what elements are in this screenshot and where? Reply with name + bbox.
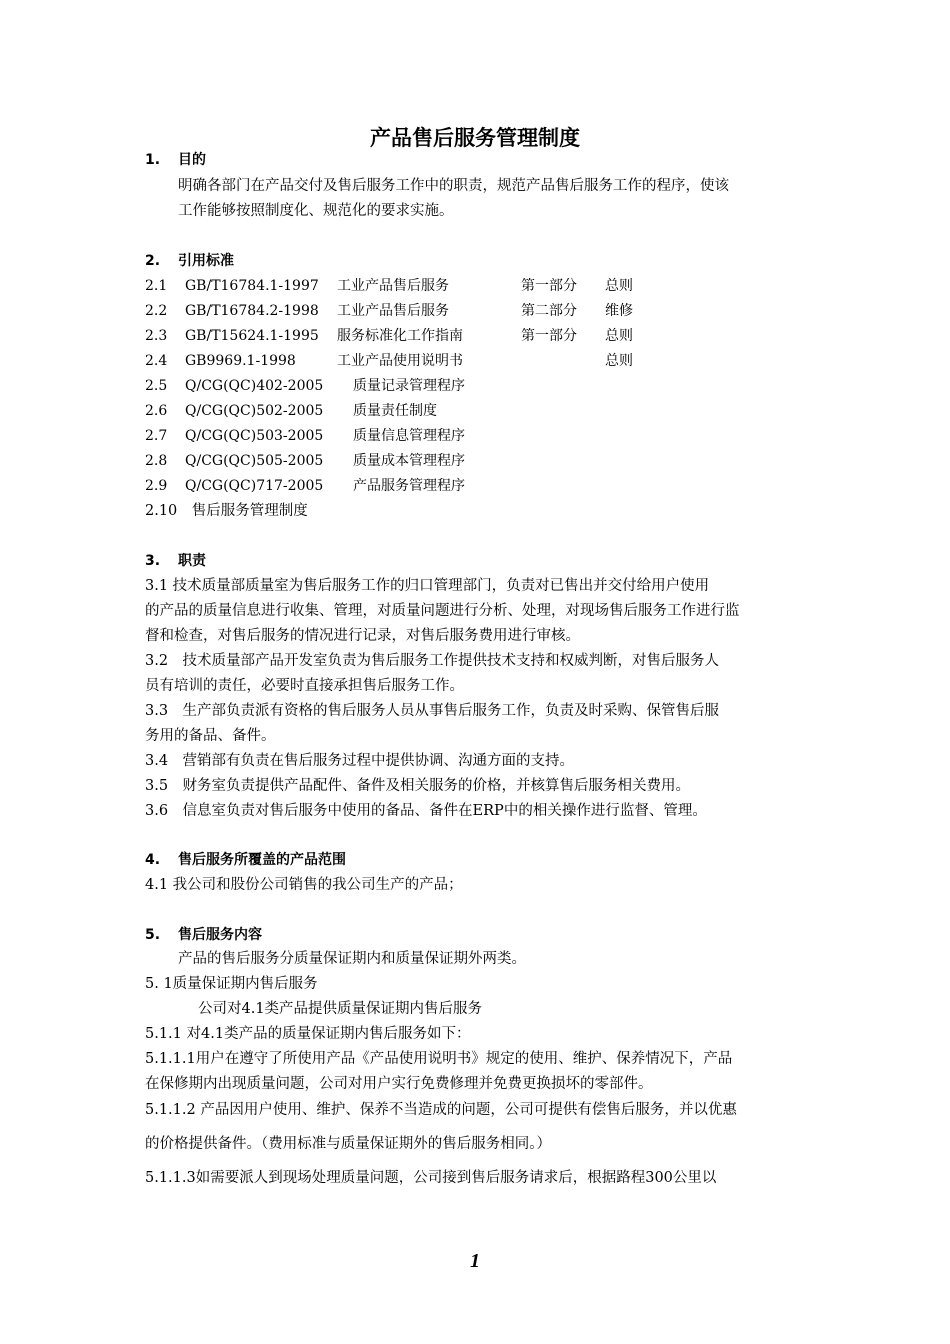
paragraph-line: 3.6 信息室负责对售后服务中使用的备品、备件在ERP中的相关操作进行监督、管理。 [145,803,707,819]
ref-number: 2.1 [145,278,168,294]
ref-number: 2.9 [145,478,168,494]
section-number: 3. [145,553,161,569]
paragraph-line: 5.1.1 对4.1类产品的质量保证期内售后服务如下： [145,1026,471,1042]
section-number: 2. [145,253,161,269]
subsection-heading: 5. 1质量保证期内售后服务 [145,976,318,992]
section-5-heading [145,925,262,945]
ref-sub: 总则 [605,353,633,369]
section-3-heading [145,551,206,571]
paragraph-line: 的价格提供备件。（费用标准与质量保证期外的售后服务相同。） [145,1136,551,1152]
ref-sub: 总则 [605,278,633,294]
paragraph-line: 产品的售后服务分质量保证期内和质量保证期外两类。 [178,951,526,967]
ref-name: 质量成本管理程序 [353,453,465,469]
ref-number: 2.5 [145,378,168,394]
ref-name: 工业产品使用说明书 [337,353,463,369]
ref-code: Q/CG(QC)505-2005 [185,453,324,469]
ref-name: 工业产品售后服务 [337,303,449,319]
section-title: 售后服务所覆盖的产品范围 [178,852,346,868]
paragraph-line: 公司对4.1类产品提供质量保证期内售后服务 [198,1001,483,1017]
ref-number: 2.2 [145,303,168,319]
paragraph-line: 4.1 我公司和股份公司销售的我公司生产的产品； [145,877,463,893]
paragraph-line: 3.2 技术质量部产品开发室负责为售后服务工作提供技术支持和权威判断，对售后服务人 [145,653,720,669]
ref-number: 2.4 [145,353,168,369]
paragraph-line: 工作能够按照制度化、规范化的要求实施。 [178,203,454,219]
ref-number: 2.6 [145,403,168,419]
paragraph-line: 5.1.1.1用户在遵守了所使用产品《产品使用说明书》规定的使用、维护、保养情况下，产品 [145,1051,733,1067]
section-title: 引用标准 [178,253,234,269]
ref-name: 服务标准化工作指南 [337,328,463,344]
ref-part: 第二部分 [521,303,577,319]
page-number: 1 [470,1250,480,1272]
ref-part: 第一部分 [521,278,577,294]
paragraph-line: 务用的备品、备件。 [145,728,276,744]
section-number: 5. [145,927,161,943]
paragraph-line: 3.3 生产部负责派有资格的售后服务人员从事售后服务工作，负责及时采购、保管售后服 [145,703,720,719]
ref-code: Q/CG(QC)717-2005 [185,478,324,494]
ref-part: 第一部分 [521,328,577,344]
ref-number: 2.8 [145,453,168,469]
ref-name: 产品服务管理程序 [353,478,465,494]
paragraph-line: 3.1 技术质量部质量室为售后服务工作的归口管理部门，负责对已售出并交付给用户使用 [145,578,710,594]
ref-number: 2.3 [145,328,168,344]
ref-sub: 总则 [605,328,633,344]
paragraph-line: 3.4 营销部有负责在售后服务过程中提供协调、沟通方面的支持。 [145,753,575,769]
ref-name: 工业产品售后服务 [337,278,449,294]
paragraph-line: 3.5 财务室负责提供产品配件、备件及相关服务的价格，并核算售后服务相关费用。 [145,778,691,794]
ref-code: GB/T16784.1-1997 [185,278,319,294]
section-4-heading [145,850,346,870]
paragraph-line: 明确各部门在产品交付及售后服务工作中的职责，规范产品售后服务工作的程序，使该 [178,178,729,194]
paragraph-line: 5.1.1.3如需要派人到现场处理质量问题，公司接到售后服务请求后，根据路程300公里以 [145,1170,717,1186]
section-1-heading [145,150,206,170]
ref-code: GB9969.1-1998 [185,353,296,369]
ref-name: 质量责任制度 [353,403,437,419]
section-title: 目的 [178,152,206,168]
section-number: 4. [145,852,161,868]
ref-code: Q/CG(QC)503-2005 [185,428,324,444]
section-title: 售后服务内容 [178,927,262,943]
paragraph-line: 5.1.1.2 产品因用户使用、维护、保养不当造成的问题，公司可提供有偿售后服务，并以优惠 [145,1102,737,1118]
ref-code: Q/CG(QC)402-2005 [185,378,324,394]
paragraph-line: 在保修期内出现质量问题，公司对用户实行免费修理并免费更换损坏的零部件。 [145,1076,653,1092]
ref-name: 质量信息管理程序 [353,428,465,444]
document-title: 产品售后服务管理制度 [370,126,580,150]
ref-code: GB/T16784.2-1998 [185,303,319,319]
ref-code: GB/T15624.1-1995 [185,328,319,344]
paragraph-line: 员有培训的责任，必要时直接承担售后服务工作。 [145,678,464,694]
section-title: 职责 [178,553,206,569]
ref-code: Q/CG(QC)502-2005 [185,403,324,419]
ref-name: 质量记录管理程序 [353,378,465,394]
ref-number: 2.7 [145,428,168,444]
section-2-heading [145,251,234,271]
paragraph-line: 的产品的质量信息进行收集、管理，对质量问题进行分析、处理，对现场售后服务工作进行监 [145,603,740,619]
ref-sub: 维修 [605,303,633,319]
paragraph-line: 督和检查，对售后服务的情况进行记录，对售后服务费用进行审核。 [145,628,580,644]
reference-row: 2.10 售后服务管理制度 [145,503,308,519]
section-number: 1. [145,152,161,168]
